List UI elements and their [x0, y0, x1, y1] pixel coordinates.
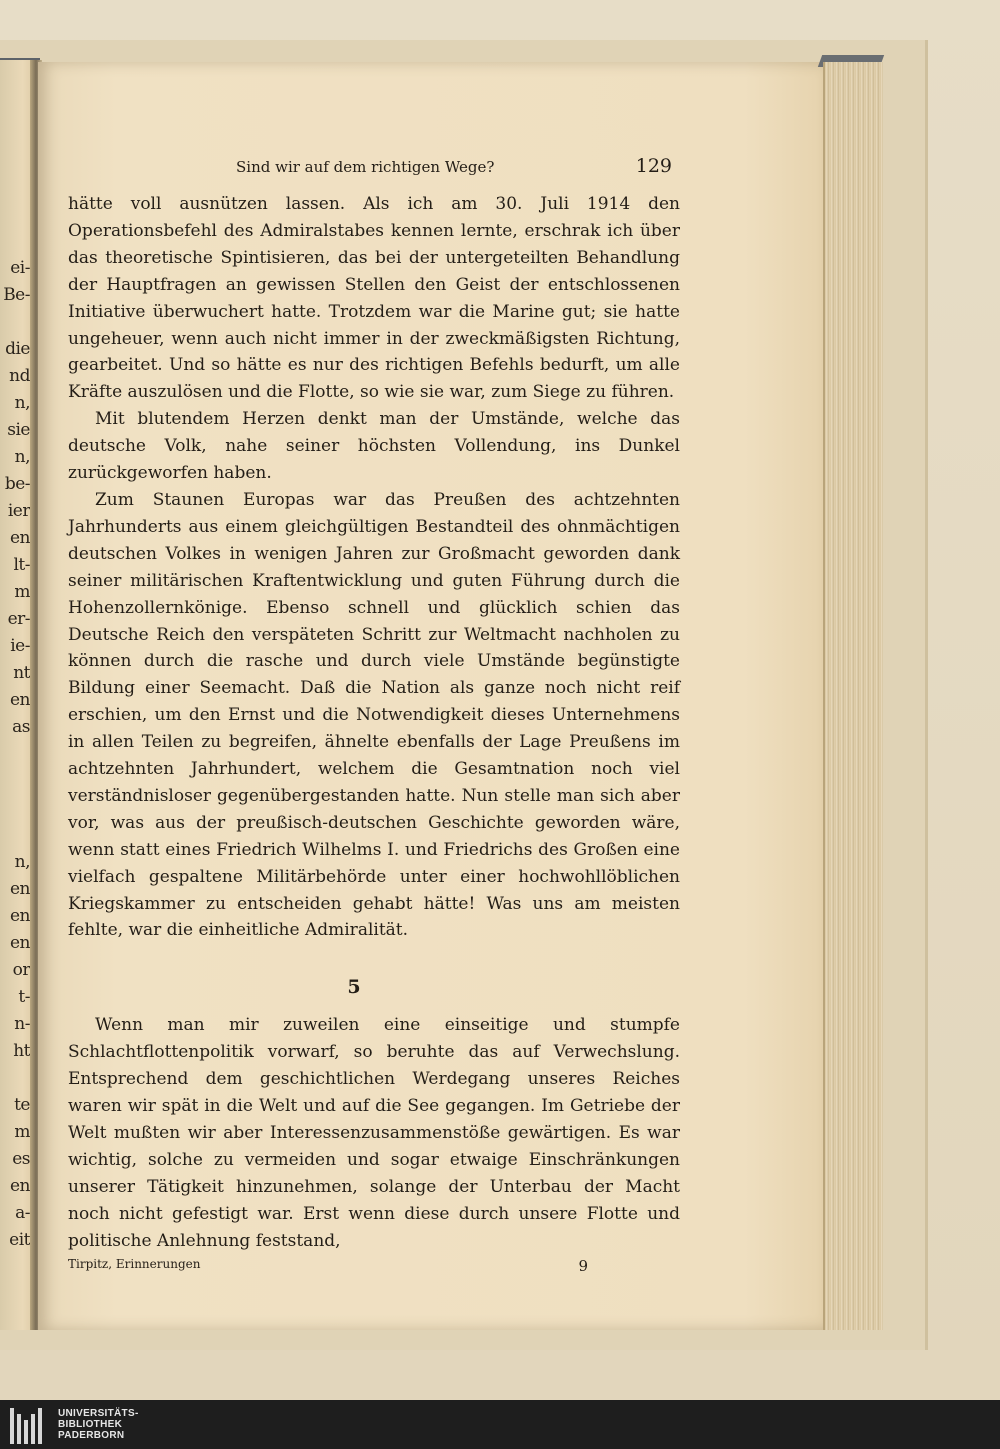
left-page-fragment: ie-: [10, 636, 30, 656]
left-page-fragment: [0, 1065, 30, 1092]
left-page-fragment: en: [9, 879, 30, 899]
left-page-fragment: or: [12, 960, 30, 980]
left-page-fragment: as: [12, 717, 30, 737]
paragraph: hätte voll ausnützen lassen. Als ich am 30. Juli 1914 den Operationsbefehl des Admiralstabes kennen lernte, erschrak ich über das theoretische Spintisieren, das bei der untergeteilten Behandlung der Hauptfragen an gewissen Stellen den Geist der entschlossenen Initiative überwuchert hatte. Trotzdem war die Marine gut; sie hatte ungeheuer, wenn auch nicht immer in der zweckmäßigsten Richtung, gearbeitet. Und so hätte es nur des richtigen Befehls bedurft, um alle Kräfte auszulösen und die Flotte, so wie sie war, zum Siege zu führen.: [68, 194, 680, 403]
left-page-fragment: m: [14, 582, 30, 602]
left-page-fragment: en: [9, 690, 30, 710]
running-title: Sind wir auf dem richtigen Wege?: [236, 158, 495, 176]
paragraph: Mit blutendem Herzen denkt man der Umstände, welche das deutsche Volk, nahe seiner höchsten Vollendung, ins Dunkel zurückgeworfen haben.: [68, 409, 680, 484]
running-head: [68, 155, 680, 177]
left-page-fragment: [0, 309, 30, 336]
left-page-fragment: ei-: [10, 258, 30, 278]
signature-mark: 9: [578, 1256, 588, 1275]
library-logo-bar: [0, 1400, 1000, 1449]
left-page-fragment: [0, 822, 30, 849]
left-page-fragment: ier: [7, 501, 30, 521]
left-page-fragment: te: [14, 1095, 30, 1115]
library-logo-icon: [6, 1404, 50, 1446]
left-page-fragment: [0, 741, 30, 768]
page-content: [68, 155, 680, 1275]
left-page-fragment: [0, 768, 30, 795]
left-page-fragment: eit: [9, 1230, 30, 1250]
left-page-fragment: [0, 795, 30, 822]
left-page-fragment: er-: [7, 609, 30, 629]
page-edges: [823, 62, 883, 1330]
left-page-fragment: sie: [7, 420, 30, 440]
left-page-fragment: lt-: [13, 555, 30, 575]
left-page-fragment: t-: [18, 987, 30, 1007]
left-page-fragment: es: [12, 1149, 30, 1169]
body-text: [68, 191, 680, 1255]
paragraph: Zum Staunen Europas war das Preußen des achtzehnten Jahrhunderts aus einem gleichgültigen Bestandteil des ohnmächtigen deutschen Volkes in wenigen Jahren zur Großmacht geworden dank seiner militärischen Kraftentwicklung und guten Führung durch die Hohenzollernkönige. Ebenso schnell und glücklich schien das Deutsche Reich den verspäteten Schritt zur Weltmacht nachholen zu können durch die rasche und durch viele Umstände begünstigte Bildung einer Seemacht. Daß die Nation als ganze noch nicht reif erschien, um den Ernst und die Notwendigkeit dieses Unternehmens in allen Teilen zu begreifen, ähnelte ebenfalls der Lage Preußens im achtzehnten Jahrhundert, welchem die Gesamtnation noch viel verständnisloser gegenübergestanden hatte. Nun stelle man sich aber vor, was aus der preußisch-deutschen Geschichte geworden wäre, wenn statt eines Friedrich Wilhelms I. und Friedrichs des Großen eine vielfach gespaltene Militärbehörde unter einer hochwohllöblichen Kriegskammer zu entscheiden gehabt hätte! Was uns am meisten fehlte, war die einheitliche Admiralität.: [68, 489, 680, 941]
logo-line: UNIVERSITÄTS-: [58, 1408, 139, 1419]
left-page-fragment: Be-: [3, 285, 30, 305]
left-page-fragment: en: [9, 1176, 30, 1196]
page-footer: [68, 1257, 680, 1275]
left-page-fragment: en: [9, 906, 30, 926]
left-page-fragment: n,: [14, 447, 30, 467]
left-page-fragment: n-: [14, 1014, 30, 1034]
left-page-fragments: [0, 255, 30, 1254]
left-page-fragment: nd: [9, 366, 30, 386]
left-page-fragment: en: [9, 933, 30, 953]
left-page-fragment: a-: [15, 1203, 30, 1223]
page-number: 129: [635, 155, 672, 177]
section-number: 5: [347, 976, 361, 999]
left-page-fragment: n,: [14, 393, 30, 413]
left-page-fragment: nt: [13, 663, 30, 683]
left-page-fragment: m: [14, 1122, 30, 1142]
logo-line: PADERBORN: [58, 1430, 125, 1441]
left-page-fragment: n,: [14, 852, 30, 872]
footer-title: Tirpitz, Erinnerungen: [68, 1256, 201, 1271]
left-page-fragment: ht: [13, 1041, 30, 1061]
left-page-fragment: be-: [4, 474, 30, 494]
library-logo-text: [58, 1408, 139, 1441]
logo-line: BIBLIOTHEK: [58, 1419, 123, 1430]
left-page-fragment: die: [5, 339, 30, 359]
left-page-fragment: en: [9, 528, 30, 548]
paragraph: Wenn man mir zuweilen eine einseitige und stumpfe Schlachtflottenpolitik vorwarf, so beruhte das auf Verwechslung. Entsprechend dem geschichtlichen Werdegang unseres Reiches waren wir spät in die Welt und auf die See gegangen. Im Getriebe der Welt mußten wir aber Interessenzusammenstöße gewärtigen. Es war wichtig, solche zu vermeiden und sogar etwaige Einschränkungen unserer Tätigkeit hinzunehmen, solange der Unterbau der Macht noch nicht gefestigt war. Erst wenn diese durch unsere Flotte und politische Anlehnung feststand,: [68, 1015, 680, 1251]
